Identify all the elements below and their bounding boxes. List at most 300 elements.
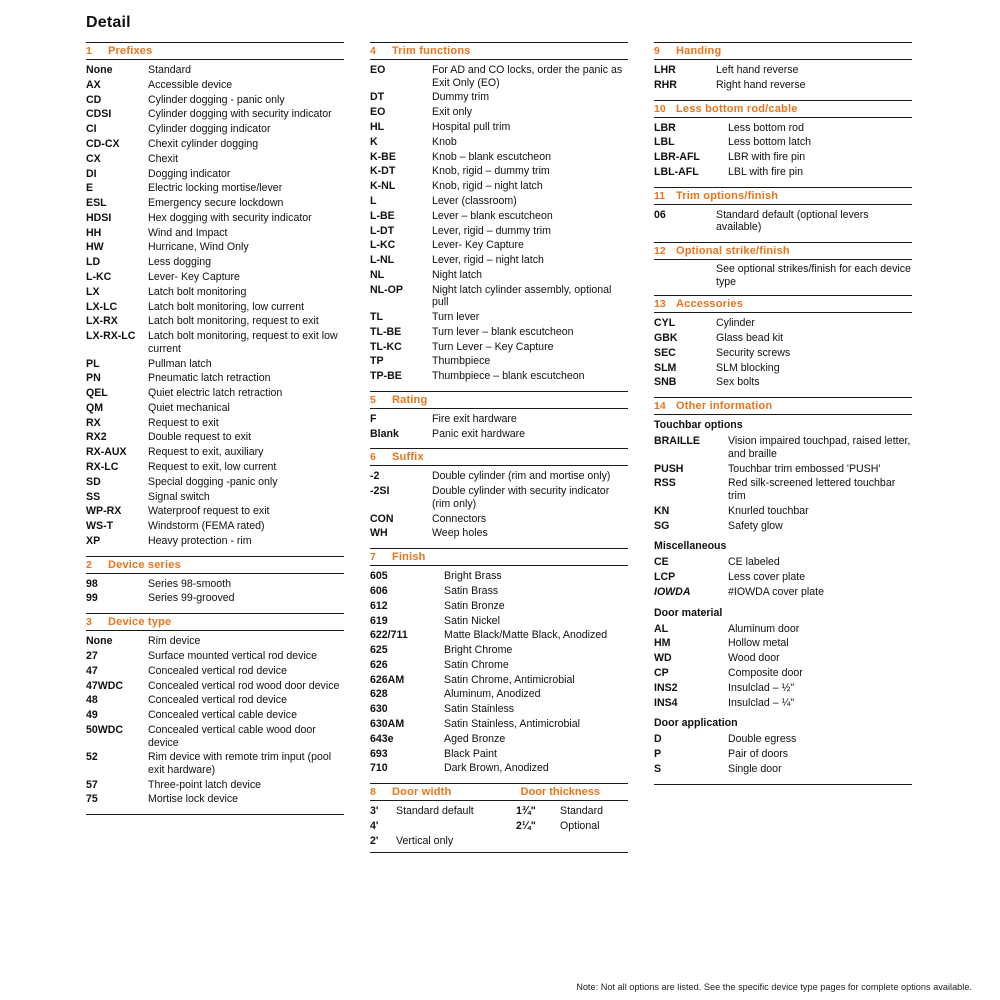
row-desc: Waterproof request to exit (148, 505, 270, 518)
group-label-touchbar-options: Touchbar options (654, 419, 743, 432)
table-row (86, 371, 344, 386)
row-desc: Aluminum, Anodized (444, 688, 541, 701)
section-title-door-thickness: Door thickness (520, 786, 600, 799)
row-desc: Exit only (432, 106, 473, 119)
row-desc: Cylinder (716, 317, 755, 330)
row-code: AX (86, 78, 101, 91)
table-row (370, 673, 628, 688)
row-code: 3' (370, 805, 379, 818)
row-code: 49 (86, 709, 98, 722)
row-code: 630 (370, 703, 388, 716)
table-row (654, 762, 912, 777)
row-code: SG (654, 519, 670, 532)
row-code: RHR (654, 78, 677, 91)
section-other-information (654, 397, 912, 784)
section-number: 5 (370, 393, 376, 406)
row-desc: Fire exit hardware (432, 412, 517, 425)
section-title: Device type (108, 616, 172, 629)
section-device-type (86, 613, 344, 815)
row-code: KN (654, 504, 670, 517)
row-desc: Touchbar trim embossed 'PUSH' (728, 462, 881, 475)
row-desc: SLM blocking (716, 361, 780, 374)
section-header-suffix (370, 448, 628, 466)
table-row (86, 708, 344, 723)
table-row (370, 569, 628, 584)
section-suffix (370, 448, 628, 541)
row-desc: Electric locking mortise/lever (148, 182, 283, 195)
row-desc: Latch bolt monitoring, request to exit (148, 315, 319, 328)
row-desc: Hurricane, Wind Only (148, 241, 249, 254)
table-row (86, 152, 344, 167)
row-desc: Dark Brown, Anodized (444, 762, 549, 775)
section-trim-options-finish (654, 187, 912, 235)
row-code: LBL (654, 136, 675, 149)
row-desc: Pair of doors (728, 748, 789, 761)
table-row (370, 268, 628, 283)
row-desc: Hospital pull trim (432, 121, 511, 134)
table-row (654, 121, 912, 136)
row-desc: Wood door (728, 652, 780, 665)
row-desc: Request to exit, auxiliary (148, 446, 264, 459)
table-row (86, 300, 344, 315)
row-desc: Satin Nickel (444, 614, 500, 627)
table-row (654, 165, 912, 180)
row-desc: Latch bolt monitoring, request to exit low current (148, 330, 338, 355)
row-desc: Latch bolt monitoring, low current (148, 300, 305, 313)
table-row (654, 361, 912, 376)
table-row (370, 194, 628, 209)
row-desc: Double egress (728, 733, 797, 746)
row-code: 27 (86, 650, 98, 663)
table-row (86, 137, 344, 152)
row-code: HH (86, 226, 102, 239)
row-code: L-KC (86, 271, 112, 284)
row-code: LX-RX (86, 315, 118, 328)
row-desc: Mortise lock device (148, 793, 239, 806)
section-header-trim-functions (370, 42, 628, 60)
section-header-less-bottom (654, 100, 912, 118)
table-row (654, 585, 912, 600)
row-desc: Wind and Impact (148, 226, 228, 239)
row-desc (396, 819, 516, 834)
section-prefixes (86, 42, 344, 549)
table-row (370, 819, 628, 834)
row-desc: Bright Brass (444, 570, 502, 583)
section-number: 6 (370, 451, 376, 464)
row-code: K-BE (370, 150, 396, 163)
row-code: -2 (370, 470, 380, 483)
row-code: E (86, 182, 94, 195)
touchbar-options-table (654, 434, 912, 533)
group-label-door-application: Door application (654, 717, 738, 730)
row-desc: Night latch cylinder assembly, optional pull (432, 283, 612, 309)
row-desc: Satin Stainless (444, 703, 515, 716)
section-header-door-width (370, 783, 628, 801)
table-row (86, 386, 344, 401)
section-number: 8 (370, 786, 376, 799)
row-desc: Lever, rigid – night latch (432, 254, 544, 267)
row-desc: Turn lever (432, 311, 480, 323)
table-row (86, 475, 344, 490)
table-row (86, 329, 344, 356)
row-code: 2' (370, 834, 379, 847)
row-code: INS2 (654, 681, 678, 694)
row-desc: Three-point latch device (148, 778, 262, 791)
row-code: 52 (86, 751, 98, 764)
accessories-table (654, 316, 912, 390)
section-number: 3 (86, 616, 92, 629)
section-header-rating (370, 391, 628, 409)
row-code: 626AM (370, 673, 405, 686)
trim-functions-table (370, 63, 628, 384)
row-desc: Lever – blank escutcheon (432, 209, 553, 222)
table-row (654, 651, 912, 666)
table-row (654, 331, 912, 346)
row-code: 47 (86, 664, 98, 677)
row-thickness-code: 2¼" (516, 819, 536, 832)
table-row (370, 105, 628, 120)
table-row (86, 778, 344, 793)
row-code: TL-KC (370, 340, 402, 353)
table-row (370, 469, 628, 484)
table-row (654, 78, 912, 93)
divider (370, 852, 628, 853)
row-code: AL (654, 622, 669, 635)
row-code: CON (370, 512, 394, 525)
row-desc: Rim device with remote trim input (pool exit hardware) (148, 751, 332, 776)
row-desc: LBL with fire pin (728, 166, 803, 178)
row-code: SS (86, 490, 101, 503)
device-series-table (86, 577, 344, 607)
table-row (654, 150, 912, 165)
row-code: HL (370, 121, 385, 134)
table-row (86, 93, 344, 108)
row-code: WS-T (86, 520, 114, 533)
row-code: L-DT (370, 224, 395, 237)
detail-columns (86, 42, 972, 855)
section-title: Other information (676, 400, 773, 413)
row-desc: Bright Chrome (444, 644, 513, 657)
column-middle (370, 42, 628, 855)
table-row (654, 208, 912, 235)
row-code: INS4 (654, 696, 678, 709)
table-row (86, 430, 344, 445)
row-desc: Left hand reverse (716, 64, 799, 77)
row-code: CDSI (86, 108, 112, 121)
row-thickness-desc: Optional (560, 819, 600, 832)
section-title: Prefixes (108, 45, 153, 57)
row-code: WD (654, 652, 672, 665)
row-code: 626 (370, 658, 388, 671)
row-desc: Night latch (432, 268, 483, 281)
row-code: 643e (370, 732, 394, 745)
section-title: Suffix (392, 451, 424, 464)
row-code: P (654, 748, 662, 761)
table-row (370, 512, 628, 527)
row-desc: Thumbpiece (432, 355, 491, 368)
table-row (86, 693, 344, 708)
row-code: 06 (654, 208, 666, 221)
table-row (370, 283, 628, 310)
section-number: 2 (86, 558, 92, 571)
table-row (370, 687, 628, 702)
row-code: QEL (86, 387, 108, 400)
row-code: LHR (654, 64, 676, 77)
row-code: RX-LC (86, 461, 119, 473)
row-desc: Chexit cylinder dogging (148, 138, 259, 150)
row-desc: Latch bolt monitoring (148, 285, 247, 298)
section-number: 11 (654, 189, 666, 202)
row-desc: Concealed vertical rod wood door device (148, 679, 340, 692)
row-code: TP (370, 355, 384, 368)
section-header-optional-strike (654, 242, 912, 260)
row-desc: Insulclad – ½" (728, 681, 795, 694)
row-desc: Security screws (716, 346, 791, 359)
row-desc: Turn Lever – Key Capture (432, 340, 554, 353)
table-row (370, 613, 628, 628)
section-less-bottom-rod-cable (654, 100, 912, 180)
row-desc: Red silk-screened lettered touchbar trim (728, 477, 896, 502)
row-desc: Lever (classroom) (432, 194, 517, 207)
row-desc: Knob – blank escutcheon (432, 150, 551, 163)
table-row (654, 666, 912, 681)
table-row (370, 717, 628, 732)
row-desc: Lever- Key Capture (148, 271, 240, 284)
section-title: Trim functions (392, 45, 471, 57)
row-desc: Satin Stainless, Antimicrobial (444, 718, 581, 730)
row-code: RSS (654, 477, 676, 490)
row-code: LX-RX-LC (86, 330, 136, 343)
table-row (86, 723, 344, 750)
row-code: RX2 (86, 431, 107, 444)
row-code: L (370, 194, 377, 207)
section-title: Device series (108, 558, 181, 571)
row-code: WP-RX (86, 505, 122, 518)
table-row (370, 354, 628, 369)
row-desc: Satin Chrome, Antimicrobial (444, 673, 575, 686)
section-optional-strike-finish (654, 242, 912, 288)
table-row (370, 164, 628, 179)
row-code: IOWDA (654, 585, 691, 598)
table-row (370, 526, 628, 541)
device-type-table (86, 634, 344, 807)
row-desc: Concealed vertical cable device (148, 709, 297, 722)
section-title: Less bottom rod/cable (676, 102, 798, 115)
row-code: TL-BE (370, 325, 402, 338)
row-desc: Request to exit (148, 416, 219, 429)
section-rating (370, 391, 628, 442)
row-desc: Aluminum door (728, 622, 800, 635)
section-title: Handing (676, 45, 722, 57)
group-label-door-material: Door material (654, 606, 723, 619)
table-row (654, 518, 912, 533)
row-desc: Satin Brass (444, 584, 499, 597)
table-row (86, 750, 344, 777)
table-row (86, 591, 344, 606)
table-row (86, 534, 344, 549)
row-thickness-code: 1¾" (516, 805, 536, 818)
row-desc: Request to exit, low current (148, 461, 277, 473)
table-row (370, 412, 628, 427)
table-row (86, 314, 344, 329)
table-row (370, 643, 628, 658)
section-number: 1 (86, 45, 92, 57)
table-row (370, 120, 628, 135)
row-code: -2SI (370, 485, 390, 498)
column-left (86, 42, 344, 817)
section-number: 4 (370, 45, 376, 57)
row-code: SD (86, 475, 101, 488)
section-number: 10 (654, 102, 666, 115)
section-header-finish (370, 548, 628, 566)
section-header-device-series (86, 556, 344, 574)
row-desc: Satin Chrome (444, 658, 509, 671)
row-desc: Surface mounted vertical rod device (148, 650, 317, 663)
table-row (654, 316, 912, 331)
row-code: PN (86, 372, 101, 385)
table-row (86, 122, 344, 137)
row-code: 622/711 (370, 629, 408, 642)
row-code: 605 (370, 570, 388, 583)
row-code: K-NL (370, 180, 396, 193)
row-thickness-desc (560, 834, 628, 849)
table-row (86, 664, 344, 679)
table-row (370, 238, 628, 253)
section-title: Accessories (676, 298, 744, 311)
row-code: BRAILLE (654, 435, 700, 448)
table-row (86, 792, 344, 807)
section-accessories (654, 295, 912, 390)
table-row (86, 285, 344, 300)
table-row (370, 310, 628, 325)
section-finish (370, 548, 628, 776)
row-desc: Quiet electric latch retraction (148, 387, 283, 400)
table-row (654, 462, 912, 477)
row-code: NL (370, 268, 385, 281)
table-row (654, 476, 912, 503)
row-desc: Insulclad – ¼" (728, 696, 795, 709)
table-row (370, 179, 628, 194)
row-desc: Special dogging -panic only (148, 475, 278, 488)
row-desc: Hex dogging with security indicator (148, 211, 312, 224)
table-row (86, 166, 344, 181)
row-code: SLM (654, 361, 677, 374)
table-row (370, 484, 628, 511)
row-code: Blank (370, 427, 399, 440)
row-code: ESL (86, 197, 107, 210)
row-desc: Signal switch (148, 490, 210, 503)
door-width-table (370, 804, 628, 848)
section-number: 13 (654, 298, 666, 311)
row-code: HM (654, 637, 671, 650)
row-desc: Emergency secure lockdown (148, 197, 284, 210)
row-code: EO (370, 106, 386, 119)
table-row (86, 519, 344, 534)
row-desc: Series 99-grooved (148, 592, 235, 605)
table-row (86, 196, 344, 211)
table-row (86, 255, 344, 270)
table-row (654, 570, 912, 585)
row-desc: Cylinder dogging with security indicator (148, 108, 332, 121)
table-row (654, 346, 912, 361)
row-code: K-DT (370, 165, 396, 178)
row-code: CX (86, 152, 101, 165)
row-code: TL (370, 311, 383, 323)
table-row (370, 150, 628, 165)
row-code: 619 (370, 614, 388, 627)
table-row (86, 78, 344, 93)
row-desc: Windstorm (FEMA rated) (148, 520, 265, 533)
row-desc: Black Paint (444, 747, 497, 760)
row-desc: Concealed vertical rod device (148, 664, 287, 677)
prefixes-table (86, 63, 344, 549)
row-desc: Pullman latch (148, 357, 212, 370)
row-desc: Pneumatic latch retraction (148, 372, 271, 385)
section-device-series (86, 556, 344, 607)
row-code: None (86, 635, 113, 648)
section-title: Door width (392, 786, 452, 799)
row-code: 4' (370, 819, 379, 832)
row-code: PL (86, 357, 100, 370)
row-desc: Composite door (728, 667, 803, 680)
row-desc: Matte Black/Matte Black, Anodized (444, 629, 608, 642)
row-thickness-desc: Standard (560, 805, 603, 818)
row-code: LD (86, 256, 101, 269)
row-code: K (370, 135, 378, 148)
row-desc: Heavy protection - rim (148, 534, 252, 547)
row-desc: Sex bolts (716, 376, 760, 389)
row-desc: Aged Bronze (444, 732, 506, 745)
row-code: SEC (654, 346, 676, 359)
row-code: XP (86, 534, 101, 547)
row-desc: Chexit (148, 152, 179, 165)
row-thickness-code (516, 834, 560, 849)
table-row (370, 90, 628, 105)
finish-table (370, 569, 628, 776)
row-desc: Double cylinder (rim and mortise only) (432, 470, 611, 483)
section-number: 7 (370, 551, 376, 564)
table-row (370, 658, 628, 673)
row-desc: Connectors (432, 512, 487, 525)
row-desc: Concealed vertical cable wood door device (148, 723, 316, 749)
optional-strike-note: See optional strikes/finish for each device type (716, 263, 911, 288)
section-handing (654, 42, 912, 93)
row-desc: Dummy trim (432, 91, 490, 104)
row-desc: Cylinder dogging indicator (148, 123, 271, 136)
section-header-prefixes (86, 42, 344, 60)
table-row (370, 834, 628, 849)
row-code: RX (86, 416, 101, 429)
table-row (370, 599, 628, 614)
row-code: LBL-AFL (654, 166, 699, 178)
row-code: 612 (370, 599, 388, 612)
row-code: 98 (86, 577, 98, 590)
table-row (370, 209, 628, 224)
table-row (86, 401, 344, 416)
row-desc: Knob, rigid – night latch (432, 180, 543, 193)
table-row (370, 746, 628, 761)
row-desc: Lever- Key Capture (432, 239, 524, 252)
section-header-other-information (654, 397, 912, 415)
suffix-table (370, 469, 628, 541)
row-desc: Right hand reverse (716, 78, 806, 91)
table-row (86, 445, 344, 460)
table-row (654, 555, 912, 570)
row-code: 57 (86, 778, 98, 791)
section-number: 9 (654, 45, 660, 57)
table-row (654, 696, 912, 711)
trim-options-table (654, 208, 912, 235)
